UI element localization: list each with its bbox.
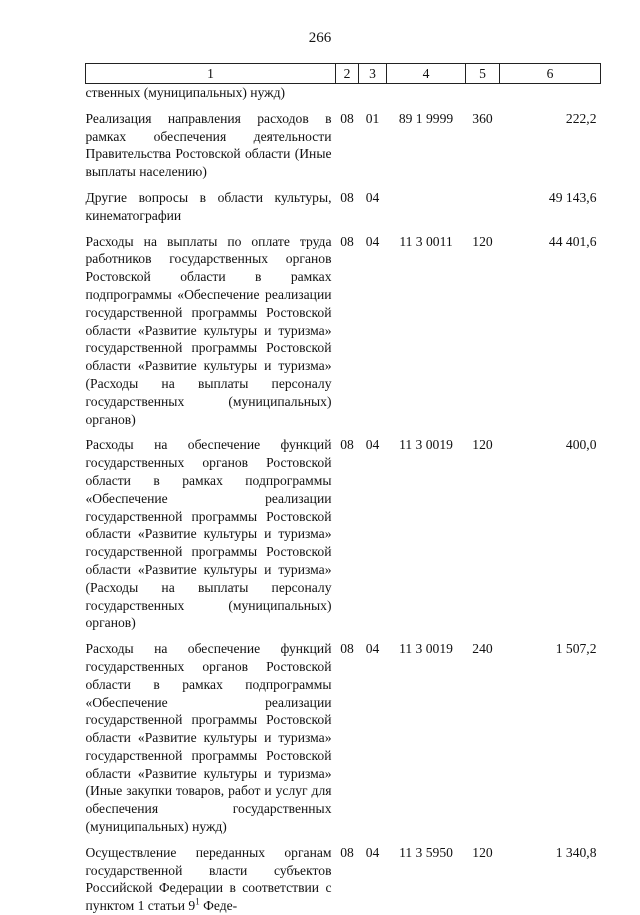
table-row — [86, 84, 601, 102]
row-spacer — [86, 632, 601, 640]
row-spacer — [86, 428, 601, 436]
column-header: 2 — [336, 64, 359, 84]
row-spacer — [86, 836, 601, 844]
column-header: 5 — [466, 64, 500, 84]
expense-type-code — [466, 84, 500, 102]
expense-type-code: 120 — [472, 437, 493, 453]
section-code: 08 — [340, 437, 354, 453]
row-description — [86, 233, 336, 429]
target-article-code: 11 3 0019 — [399, 437, 453, 453]
expense-type-code: 240 — [472, 641, 493, 657]
description-text: ственных (муниципальных) нужд) — [85, 85, 286, 100]
section-code: 08 — [340, 189, 354, 205]
section-code: 08 — [340, 844, 354, 860]
description-text: Другие вопросы в области культуры, кинематографии — [85, 189, 332, 223]
column-header: 3 — [359, 64, 387, 84]
target-article-code: 11 3 0011 — [399, 233, 453, 249]
description-text: Расходы на выплаты по оплате труда работников государственных органов Ростовской области в рамках подпрограммы «Обеспечение реализации государственной программы Ростовской области «Развитие культуры и туризма» государственной программы Ростовской области «Развитие культуры и туризма» (Расходы на выплаты персоналу государственных (муниципальных) органов) — [85, 233, 332, 427]
amount-value: 49 143,6 — [548, 189, 597, 205]
row-description — [86, 189, 336, 225]
table-row — [86, 233, 601, 429]
table-row — [86, 436, 601, 632]
row-spacer — [86, 181, 601, 189]
description-tail: Феде- — [199, 898, 238, 914]
target-article-code: 11 3 5950 — [399, 844, 453, 860]
table-row — [86, 189, 601, 225]
row-description — [86, 110, 336, 181]
subsection-code: 04 — [365, 844, 380, 860]
budget-table — [85, 63, 601, 915]
description-text: Осуществление переданных органам государственной власти субъектов Российской Федерации в соответствии с пунктом 1 статьи 9 — [85, 844, 332, 914]
expense-type-code: 120 — [472, 233, 493, 249]
section-code: 08 — [340, 641, 354, 657]
subsection-code: 04 — [365, 233, 380, 249]
target-article-code — [387, 189, 466, 225]
expense-type-code: 360 — [472, 110, 493, 126]
row-description — [86, 84, 336, 102]
section-code: 08 — [340, 110, 354, 126]
section-code — [336, 84, 359, 102]
target-article-code: 11 3 0019 — [399, 641, 453, 657]
amount-value: 44 401,6 — [548, 233, 597, 249]
amount-value: 1 340,8 — [555, 844, 597, 860]
target-article-code — [387, 84, 466, 102]
expense-type-code: 120 — [472, 844, 493, 860]
column-header: 1 — [86, 64, 336, 84]
row-description — [86, 844, 336, 915]
description-text: Расходы на обеспечение функций государственных органов Ростовской области в рамках подпрограммы «Обеспечение реализации государственной программы Ростовской области «Развитие культуры и туризма» государственной программы Ростовской области «Развитие культуры и туризма» (Расходы на выплаты персоналу государственных (муниципальных) органов) — [85, 437, 332, 631]
table-row — [86, 844, 601, 915]
table-header-row — [86, 64, 601, 84]
subsection-code: 01 — [365, 110, 380, 126]
expense-type-code — [466, 189, 500, 225]
row-spacer — [86, 102, 601, 110]
column-header: 4 — [387, 64, 466, 84]
amount-value: 1 507,2 — [555, 641, 597, 657]
page-number: 266 — [308, 30, 332, 46]
subsection-code: 04 — [365, 189, 380, 205]
subsection-code — [359, 84, 387, 102]
row-spacer — [86, 225, 601, 233]
description-text: Реализация направления расходов в рамках обеспечения деятельности Правительства Ростовской области (Иные выплаты населению) — [85, 110, 332, 180]
description-text: Расходы на обеспечение функций государственных органов Ростовской области в рамках подпрограммы «Обеспечение реализации государственной программы Ростовской области «Развитие культуры и туризма» государственной программы Ростовской области «Развитие культуры и туризма» (Иные закупки товаров, работ и услуг для обеспечения государственных (муниципальных) нужд) — [85, 641, 332, 835]
column-header: 6 — [500, 64, 601, 84]
amount-value: 222,2 — [565, 110, 597, 126]
superscript-text: 1 — [195, 896, 200, 907]
amount-value — [500, 84, 601, 102]
table-row — [86, 640, 601, 836]
subsection-code: 04 — [365, 641, 380, 657]
row-description — [86, 640, 336, 836]
table-row — [86, 110, 601, 181]
section-code: 08 — [340, 233, 354, 249]
amount-value: 400,0 — [565, 437, 597, 453]
target-article-code: 89 1 9999 — [398, 110, 454, 126]
row-description — [86, 436, 336, 632]
subsection-code: 04 — [365, 437, 380, 453]
